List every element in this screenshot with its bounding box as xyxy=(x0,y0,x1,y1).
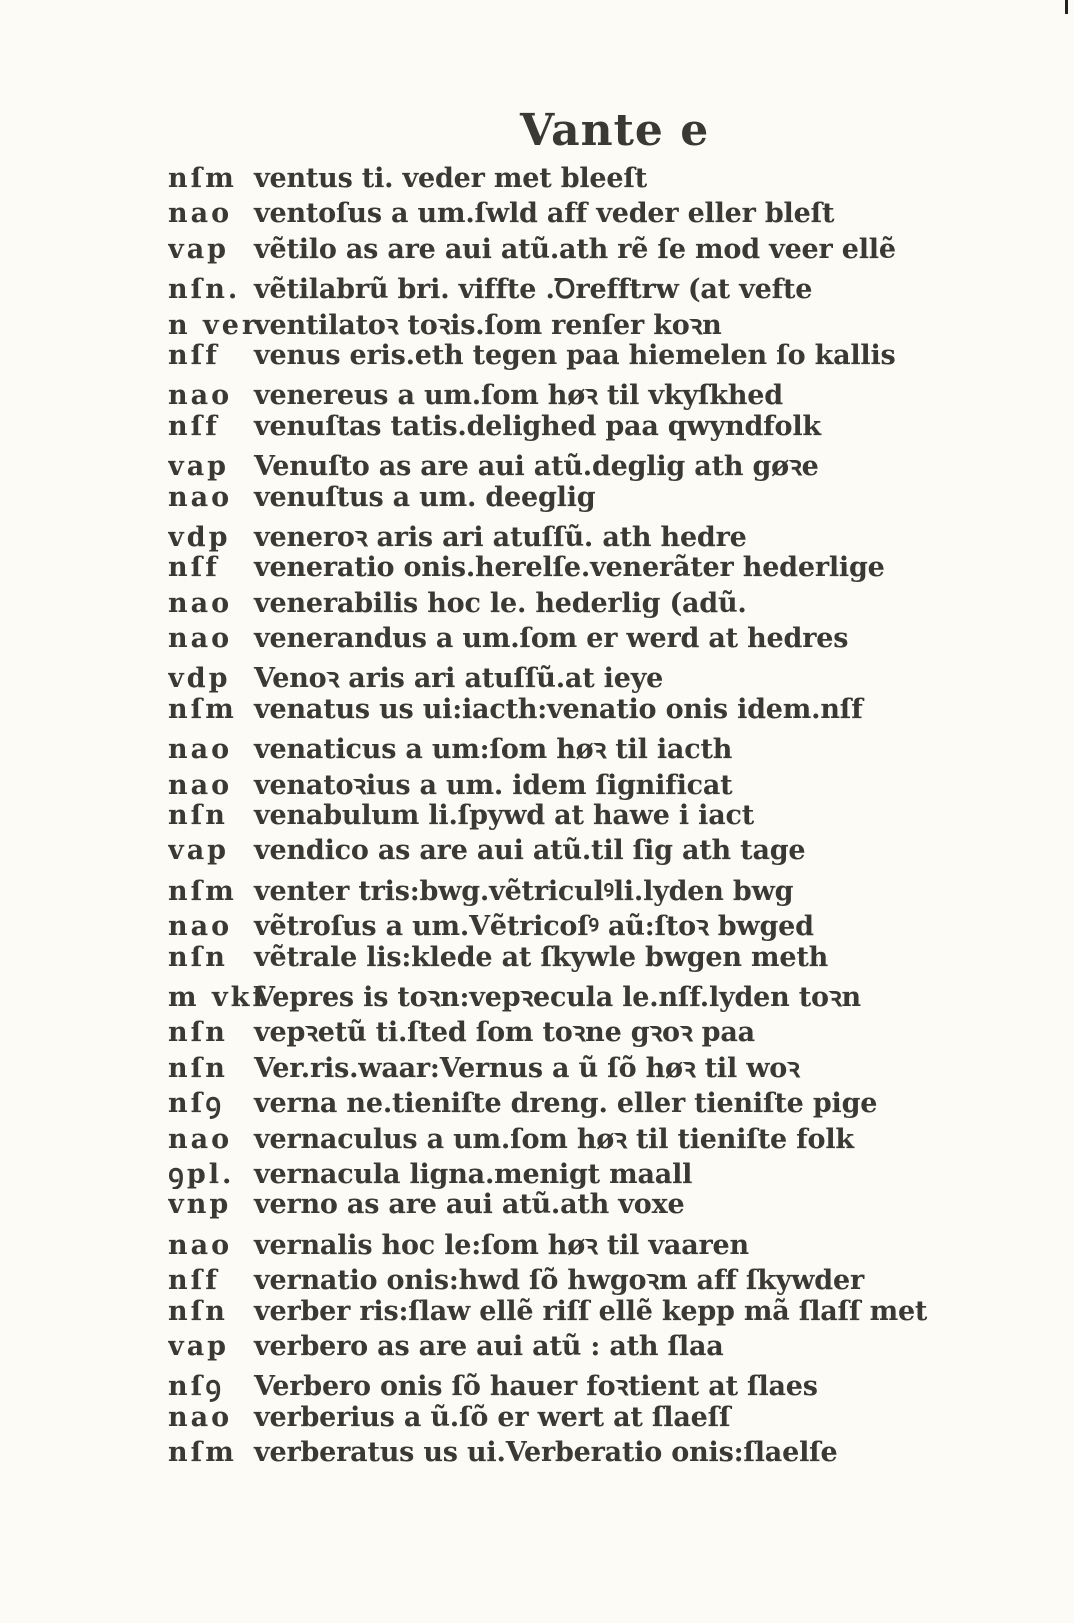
entry-text: vernacula ligna.menigt maall xyxy=(254,1158,693,1190)
grammar-code: vnp xyxy=(168,1189,232,1221)
grammar-code: vap xyxy=(168,1330,230,1362)
grammar-code: nao xyxy=(168,911,233,942)
grammar-code: nao xyxy=(168,734,233,765)
entry-text: venaticus a um:ſom høꝛ til iacth xyxy=(254,734,733,765)
grammar-code: nao xyxy=(168,1229,233,1261)
grammar-code: vdp xyxy=(168,521,231,553)
dictionary-entry xyxy=(168,588,948,623)
dictionary-entry xyxy=(168,765,948,800)
entry-text: vernalis hoc le:ſom høꝛ til vaaren xyxy=(254,1229,749,1261)
grammar-code: nſn xyxy=(168,1017,228,1048)
dictionary-entry xyxy=(168,942,948,977)
entry-text: Vepres is toꝛn:vepꝛecula le.nſf.lyden toꝛn xyxy=(254,981,861,1013)
dictionary-entry xyxy=(168,1012,948,1047)
entry-text: venuſtas tatis.delighed paa qwyndfolk xyxy=(254,410,821,442)
dictionary-entry xyxy=(168,1154,948,1189)
dictionary-entry xyxy=(168,1402,948,1437)
grammar-code: nſn xyxy=(168,1295,228,1327)
entry-text: ventoſus a um.ſwld aff veder eller bleſt xyxy=(254,198,835,230)
grammar-code: nao xyxy=(168,481,233,513)
grammar-code: nao xyxy=(168,1401,233,1433)
dictionary-entries xyxy=(168,163,948,1472)
grammar-code: vap xyxy=(168,233,230,265)
dictionary-entry xyxy=(168,234,948,269)
entry-text: vẽtilabrũ bri. viffte .Ꝺrefftrw (at vefte xyxy=(254,274,813,305)
dictionary-entry xyxy=(168,1331,948,1366)
entry-text: Ver.ris.waar:Vernus a ũ ſõ høꝛ til woꝛ xyxy=(254,1052,800,1084)
entry-text: ventus ti. veder met bleeſt xyxy=(254,163,648,194)
grammar-code: nſn xyxy=(168,941,228,973)
entry-text: venabulum li.ſpywd at hawe i iact xyxy=(254,800,755,832)
grammar-code: vap xyxy=(168,835,230,867)
grammar-code: nſf xyxy=(168,552,220,584)
dictionary-entry xyxy=(168,517,948,552)
dictionary-entry xyxy=(168,163,948,198)
grammar-code: ꝯpl. xyxy=(168,1158,235,1190)
dictionary-entry xyxy=(168,906,948,941)
grammar-code: vdp xyxy=(168,663,231,694)
grammar-code: nſm xyxy=(168,875,237,907)
entry-text: verberatus us ui.Verberatio onis:ſlaelſe xyxy=(254,1437,838,1469)
entry-text: vepꝛetũ ti.ſted ſom toꝛne gꝛoꝛ paa xyxy=(254,1017,755,1048)
grammar-code: n ver. xyxy=(168,309,270,340)
dictionary-entry xyxy=(168,340,948,375)
entry-text: veneratio onis.herelſe.venerãter hederlige xyxy=(254,552,885,584)
dictionary-entry xyxy=(168,1048,948,1083)
entry-text: verber ris:ſlaw ellẽ riſſ ellẽ kepp mã ſlaſſ met xyxy=(254,1295,928,1327)
entry-text: venerandus a um.ſom er werd at hedres xyxy=(254,623,849,655)
grammar-code: nſf xyxy=(168,339,220,371)
grammar-code: nao xyxy=(168,198,233,230)
entry-text: veneroꝛ aris ari atuſſũ. ath hedre xyxy=(254,521,747,553)
dictionary-entry xyxy=(168,658,948,693)
grammar-code: nſꝯ xyxy=(168,1371,225,1402)
grammar-code: m vkſ xyxy=(168,981,267,1013)
entry-text: Venuſto as are aui atũ.deglig ath gøꝛe xyxy=(254,451,819,482)
grammar-code: nſn xyxy=(168,800,228,832)
dictionary-entry xyxy=(168,482,948,517)
entry-text: vernaculus a um.ſom høꝛ til tieniſte folk xyxy=(254,1123,854,1154)
entry-text: verna ne.tieniſte dreng. eller tieniſte pige xyxy=(254,1088,878,1119)
dictionary-entry xyxy=(168,871,948,906)
dictionary-entry xyxy=(168,552,948,587)
entry-text: venter tris:bwg.vẽtriculꝰli.lyden bwg xyxy=(254,875,794,907)
entry-text: Verbero onis ſõ hauer foꝛtient at ſlaes xyxy=(254,1371,818,1402)
dictionary-entry xyxy=(168,800,948,835)
entry-text: vernatio onis:hwd ſõ hwgoꝛm aff ſkywder xyxy=(254,1265,864,1296)
dictionary-entry xyxy=(168,1437,948,1472)
dictionary-entry xyxy=(168,1366,948,1401)
entry-text: venatus us ui:iacth:venatio onis idem.nſf xyxy=(254,693,863,725)
dictionary-entry xyxy=(168,411,948,446)
dictionary-entry xyxy=(168,977,948,1012)
grammar-code: nſn xyxy=(168,1052,228,1084)
dictionary-entry xyxy=(168,835,948,870)
dictionary-entry xyxy=(168,1260,948,1295)
entry-text: venerabilis hoc le. hederlig (adũ. xyxy=(254,587,747,619)
grammar-code: nſf xyxy=(168,1265,220,1296)
grammar-code: nao xyxy=(168,1123,233,1154)
entry-text: Venoꝛ aris ari atuſſũ.at ieye xyxy=(254,663,664,694)
grammar-code: nſm xyxy=(168,163,237,194)
dictionary-entry xyxy=(168,623,948,658)
entry-text: verbero as are aui atũ : ath ſlaa xyxy=(254,1330,724,1362)
page-running-head: Vante e xyxy=(520,105,710,156)
dictionary-entry xyxy=(168,1083,948,1118)
grammar-code: nſꝯ xyxy=(168,1088,225,1119)
dictionary-entry xyxy=(168,1189,948,1224)
entry-text: venatoꝛius a um. idem ſignificat xyxy=(254,769,733,801)
entry-text: venuſtus a um. deeglig xyxy=(254,481,596,513)
grammar-code: nſn. xyxy=(168,274,241,305)
entry-text: venus eris.eth tegen paa hiemelen ſo kallis xyxy=(254,339,896,371)
entry-text: venereus a um.ſom høꝛ til vkyſkhed xyxy=(254,380,783,411)
dictionary-entry xyxy=(168,1225,948,1260)
dictionary-entry xyxy=(168,729,948,764)
grammar-code: nſf xyxy=(168,410,220,442)
grammar-code: nao xyxy=(168,769,233,801)
entry-text: vẽtrale lis:klede at ſkywle bwgen meth xyxy=(254,941,829,973)
entry-text: verberius a ũ.ſõ er wert at ſlaeſſ xyxy=(254,1401,731,1433)
dictionary-entry xyxy=(168,198,948,233)
entry-text: verno as are aui atũ.ath voxe xyxy=(254,1189,685,1221)
entry-text: ventilatoꝛ toꝛis.ſom renſer koꝛn xyxy=(254,309,722,340)
dictionary-entry xyxy=(168,375,948,410)
dictionary-entry xyxy=(168,446,948,481)
grammar-code: nao xyxy=(168,587,233,619)
dictionary-entry xyxy=(168,694,948,729)
dictionary-entry xyxy=(168,269,948,304)
grammar-code: nſm xyxy=(168,693,237,725)
entry-text: vẽtroſus a um.Vẽtricoſꝰ aũ:ſtoꝛ bwged xyxy=(254,911,814,942)
entry-text: vẽtilo as are aui atũ.ath rẽ ſe mod veer ellẽ xyxy=(254,233,896,265)
grammar-code: nao xyxy=(168,380,233,411)
grammar-code: nſm xyxy=(168,1437,237,1469)
dictionary-entry xyxy=(168,1119,948,1154)
page-edge-mark xyxy=(1065,0,1068,14)
grammar-code: nao xyxy=(168,623,233,655)
entry-text: vendico as are aui atũ.til ſig ath tage xyxy=(254,835,806,867)
dictionary-entry xyxy=(168,305,948,340)
dictionary-entry xyxy=(168,1296,948,1331)
grammar-code: vap xyxy=(168,451,230,482)
